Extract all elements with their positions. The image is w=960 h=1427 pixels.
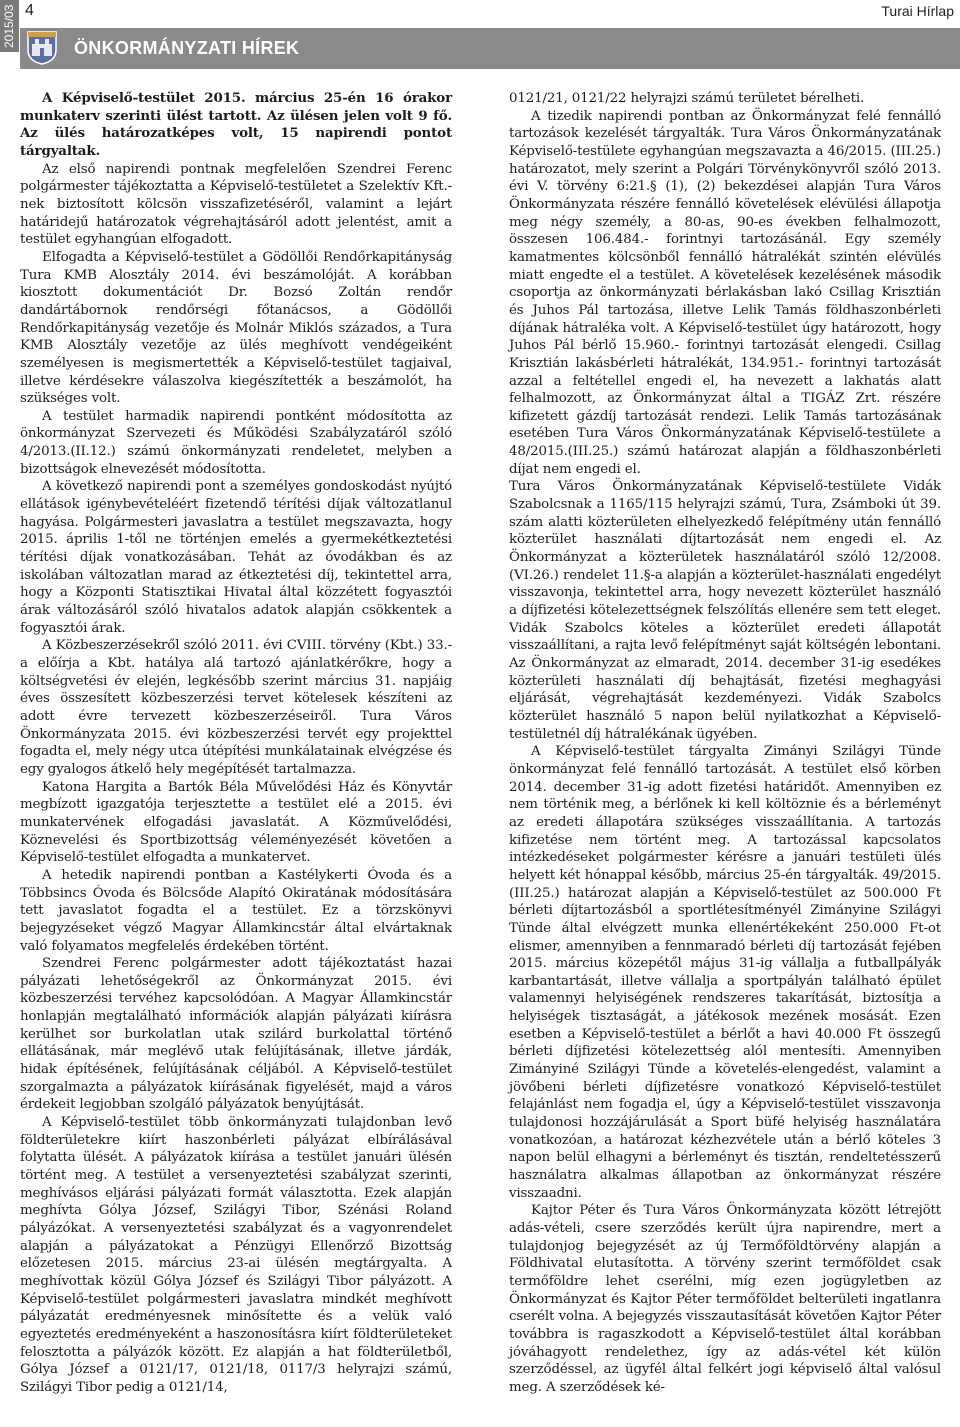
article-paragraph: A Közbeszerzésekről szóló 2011. évi CVIII. törvény (Kbt.) 33.-a előírja a Kbt. hatálya alá tartozó ajánlatkérőkre, hogy a költségvetési év elején, legkésőbb szerint március 31. napjáig éves összesített közbeszerzési tervet kötelesek készíteni az adott évre tervezett közbeszerzéseiről. Tura Város Önkormányzata 2015. évi közbeszerzési tervét egy projekttel fogadta el, mely négy utca útépítési munkálatainak elvégzése és egy gyalogos átkelő hely megépítését tartalmazza.: [20, 638, 452, 777]
article-paragraph: A testület harmadik napirendi pontként módosította az önkormányzat Szervezeti és Működési Szabályzatáról szóló 4/2013.(II.12.) számú önkormányzati rendeletet, melyben a bizottságok elnevezését módosította.: [20, 408, 452, 477]
article-paragraph: Tura Város Önkormányzatának Képviselő-testülete Vidák Szabolcsnak a 1165/115 helyrajzi számú, Tura, Zsámboki út 39. szám alatti közterületen elhelyezkedő felépítmény után fennálló közterület használati díjtartozását nem engedi el. Az Önkormányzat a közterületek használatáról szóló 12/2008.(VI.26.) rendelet 11.§-a alapján a közterület-használati engedélyt visszavonja, tekintettel arra, hogy nevezett közterület használó a díjfizetési kötelezettségnek felszólítás ellenére sem tett eleget. Vidák Szabolcs köteles a közterület eredeti állapotát visszaállítani, a rajta levő felépítményt saját költségén lebontani. Az Önkormányzat az elmaradt, 2014. december 31-ig esedékes közterületi használati díj behajtását, fizetési meghagyási eljárását, végrehajtását kezdeményezi. Vidák Szabolcs közterület használó 5 napon belül nyilatkozhat a Képviselő-testületnél díj hátralékának ügyében.: [509, 479, 941, 742]
article-paragraph: Kajtor Péter és Tura Város Önkormányzata között létrejött adás-vételi, csere szerződés került újra napirendre, mert a tulajdonjog bejegyzését az új Termőföldtörvény alapján a Földhivatal elutasította. A törvény szerint termőföldet csak termőföldre lehet cserélni, míg ezen jogügyletben az Önkormányzat és Kajtor Péter termőföldet belterületi ingatlanra cserélt volna. A bejegyzés visszautasítását követően Kajtor Péter továbbra is ragaszkodott a Képviselő-testület által korábban jóváhagyott rendelethez, így az adás-vétel két külön szerződéssel, az ügyfél által felkért jogi képviselő által valósul meg. A szerződések ké-: [509, 1203, 941, 1395]
article-paragraph: A Képviselő-testület több önkormányzati tulajdonban levő földterületekre kiírt haszonbérleti pályázat elbírálásával folytatta ülését. A pályázatok kiírása a testület januári ülésén történt meg. A testület a versenyeztetési szabályzat szerinti, meghívásos eljárási pályázati formát választotta. Ezek alapján meghívta Gólya József, Szilágyi Tibor, Szénási Roland pályázókat. A versenyeztetési szabályzat és a vagyonrendelet alapján a pályázatokat a Pénzügyi Ellenőrző Bizottság előzetesen 2015. március 23-ai ülésén megtárgyalta. A meghívottak közül Gólya József és Szilágyi Tibor pályázott. A Képviselő-testület polgármesteri javaslatra mindkét meghívott pályázatát eredményesnek minősítette és a velük való egyeztetés eredményeként a haszonosításra kiírt földterületeket felosztotta a pályázók között. Ez alapján a hat földterületből, Gólya József a 0121/17, 0121/18, 0117/3 helyrajzi számú, Szilágyi Tibor pedig a 0121/14,: [20, 1115, 452, 1395]
article-lead-paragraph: A Képviselő-testület 2015. március 25-én 16 órakor munkaterv szerinti ülést tartott. Az ülésen jelen volt 9 fő. Az ülés határozatképes volt, 15 napirendi pontot tárgyaltak.: [20, 90, 452, 159]
issue-label: 2015/03: [2, 4, 16, 48]
article-paragraph: Az első napirendi pontnak megfelelően Szendrei Ferenc polgármester tájékoztatta a Képviselő-testületet a Szelektív Kft.-nek biztosított kölcsön visszafizetéséről, valamint a lejárt határidejű határozatok végrehajtásáról adott jelentést, amit a testület egyhangúan elfogadott.: [20, 161, 452, 248]
article-paragraph: Szendrei Ferenc polgármester adott tájékoztatást hazai pályázati lehetőségekről az Önkormányzat 2015. évi közbeszerzési tervéhez kapcsolódóan. A Magyar Államkincstár honlapján megtalálható információk alapján pályázati kiírásra kerülhet sor burkolatlan utak szilárd burkolattal történő ellátásának, már meglévő utak felújításának, illetve járdák, hidak építésének, felújításának céljából. A Képviselő-testület szorgalmazta a pályázatok kiírásának figyelését, majd a város érdekeit legjobban szolgáló pályázatok benyújtását.: [20, 956, 452, 1113]
page-number: 4: [25, 2, 34, 19]
publication-name: Turai Hírlap: [881, 3, 954, 19]
article-paragraph: Katona Hargita a Bartók Béla Művelődési Ház és Könyvtár megbízott igazgatója terjesztette a testület elé a 2015. évi munkatervének elfogadási javaslatát. A Közművelődési, Köznevelési és Sportbizottság véleményezését követően a Képviselő-testület elfogadta a munkatervet.: [20, 779, 452, 866]
article-right-column: [509, 90, 941, 1397]
article-left-column: [20, 90, 452, 1397]
article-paragraph: A tizedik napirendi pontban az Önkormányzat felé fennálló tartozások kezelését tárgyalták. Tura Város Önkormányzatának Képviselő-testülete egyhangúan megszavazta a 46/2015. (III.25.) határozatot, mely szerint a Polgári Törvénykönyvről szóló 2013. évi V. törvény 6:21.§ (1), (2) bekezdései alapján Tura Város Önkormányzata részére fennálló követelések elévülési állapotja meg négy személy, a 80-as, 90-es években felhalmozott, összesen 106.484.- forintnyi tartozásánál. Egy személy kamatmentes kölcsönből fennálló hátralékát szintén elévülés miatt engedte el a testület. A követelések kezelésének második csoportja az önkormányzati bérlakásban lakó Csillag Krisztián és Juhos Pál tartozása, illetve Lelik Tamás földhaszonbérleti díjának hátraléka volt. A Képviselő-testület úgy határozott, hogy Juhos Pál bérlő 15.960.- forintnyi tartozását elengedi. Csillag Krisztián lakásbérleti hátralékát, 134.951.- forintnyi tartozását azzal a feltétellel engedi el, ha nevezett a lakhatás alatt felhalmozott, az Önkormányzat által a TIGÁZ Zrt. részére kifizetett gázdíj tartozását rendezi. Lelik Tamás tartozásának esetében Tura Város Önkormányzatának Képviselő-testülete a 48/2015.(III.25.) számú határozat alapján a földhaszonbérleti díjat nem engedi el.: [509, 108, 941, 477]
article-paragraph: A hetedik napirendi pontban a Kastélykerti Óvoda és a Többsincs Óvoda és Bölcsőde Alapító Okiratának módosítására tett javaslatot fogadta el a testület. Ez a törzskönyvi bejegyzéseket végző Magyar Államkincstár által elvártaknak való folyamatos megfelelés érdekében történt.: [20, 867, 452, 954]
article-paragraph: A következő napirendi pont a személyes gondoskodást nyújtó ellátások igénybevételéért fizetendő térítési díjak változatlanul hagyása. Polgármesteri javaslatra a testület megszavazta, hogy 2015. április 1-től ne történjen emelés a gyermekétkeztetési térítési díjak vonatkozásában. Tehát az óvodákban és az iskolában változatlan marad az étkeztetési díj, tekintettel arra, hogy a Központi Statisztikai Hivatal által közzétett fogyasztói árak változásáról szóló hivatalos adatok alapján csökkentek a fogyasztói árak.: [20, 479, 452, 636]
article-paragraph: 0121/21, 0121/22 helyrajzi számú területet bérelheti.: [509, 91, 865, 106]
article-paragraph: Elfogadta a Képviselő-testület a Gödöllői Rendőrkapitányság Tura KMB Alosztály 2014. évi beszámolóját. A korábban kiosztott dokumentációt Dr. Bozsó Zoltán rendőr dandártábornok rendőrségi főtanácsos, a Gödöllői Rendőrkapitányság vezetője és Molnár Miklós százados, a Tura KMB Alosztály vezetője az ülés meghívott vendégeiként személyesen is megismertették a Képviselő-testület tagjaival, illetve kérdésekre válaszolva kiegészítették a beszámolót, ha szükséges volt.: [20, 249, 452, 407]
article-paragraph: A Képviselő-testület tárgyalta Zimányi Szilágyi Tünde önkormányzat felé fennálló tartozását. A testület első körben 2014. december 31-ig adott fizetési határidőt. Amennyiben ez nem történik meg, a bérlőnek ki kell költöznie és a bérleményt az eredeti állapotára szükséges visszaállítania. A tartozás kifizetése nem történt meg. A tartozással kapcsolatos intézkedéseket polgármester kérésre a januári testületi ülés helyett két hónappal később, március 25-én tárgyalták. 49/2015. (III.25.) határozat alapján a Képviselő-testület az 500.000 Ft bérleti díjtartozásból a sportlétesítményél Zimányine Szilágyi Tünde által elvégzett munka ellenértékeként 250.000 Ft-ot elismer, amennyiben a fennmaradó bérleti díj tartozását fejében 2015. március közepétől május 31-ig vállalja a futballpályák karbantartását, illetve vállalja a sportpályán található épület valamennyi helyiségének rendszeres takarítását, biztosítja a helyiségek tisztaságát, a játékosok mezének mosását. Ezen esetben a Képviselő-testület a bérlőt a havi 40.000 Ft összegű bérleti díjfizetési kötelezettség alól mentesíti. Amennyiben Zimányiné Szilágyi Tünde a követelés-elengedést, valamint a jövőbeni bérleti díjfizetésre vonatkozó Képviselő-testület felajánlást nem fogadja el, úgy a Képviselő-testület visszavonja tulajdonosi hozzájárulását a Sport büfé helyiség használatára vonatkozóan, a határozat kézhezvétele után a bérlő köteles 3 napon belül elhagyni a bérleményt és tisztán, rendeltetésszerű használatra alkalmas állapotban az önkormányzat részére visszaadni.: [509, 744, 941, 1201]
section-title: ÖNKORMÁNYZATI HÍREK: [74, 38, 300, 58]
town-crest-icon: [26, 30, 58, 66]
